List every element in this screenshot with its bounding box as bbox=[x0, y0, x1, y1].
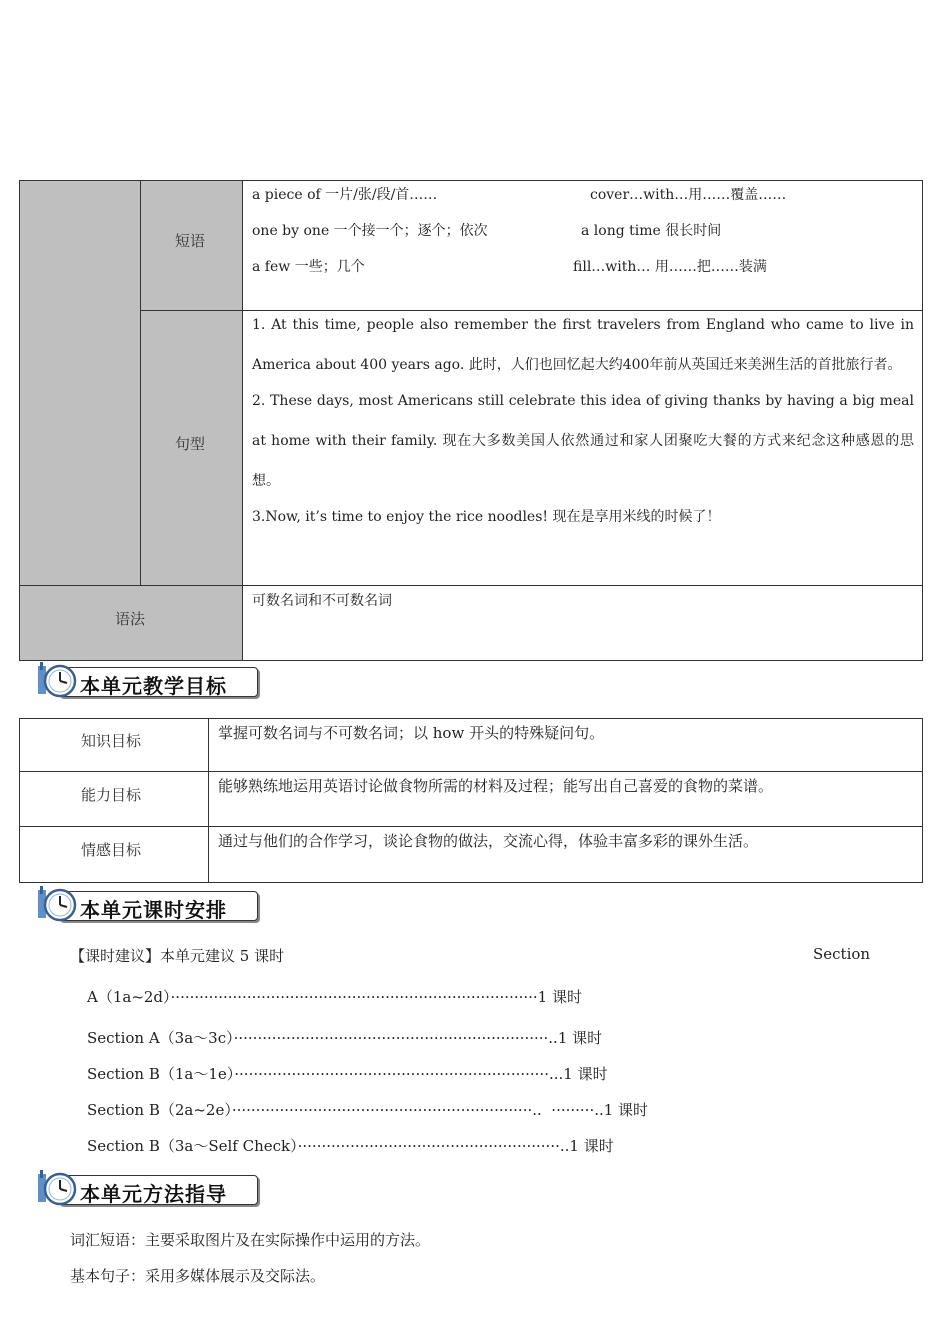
method-title: 本单元方法指导 bbox=[80, 1182, 227, 1206]
clock-icon bbox=[36, 886, 80, 922]
phrase-item: a piece of 一片/张/段/首…… bbox=[252, 187, 438, 203]
goals-title: 本单元教学目标 bbox=[80, 674, 227, 698]
sentences-label: 句型 bbox=[175, 435, 206, 453]
schedule-line: Section B（2a~2e）·······························································.. ·········..1 课时 bbox=[87, 1101, 649, 1119]
goal-text: 能够熟练地运用英语讨论做食物所需的材料及过程；能写出自己喜爱的食物的菜谱。 bbox=[218, 777, 774, 795]
goal-text: 通过与他们的合作学习，谈论食物的做法，交流心得，体验丰富多彩的课外生活。 bbox=[218, 832, 759, 850]
method-line: 词汇短语：主要采取图片及在实际操作中运用的方法。 bbox=[70, 1231, 431, 1249]
schedule-line: Section A（3a～3c）··································································..1 课时 bbox=[87, 1029, 603, 1047]
clock-icon bbox=[36, 662, 80, 698]
schedule-title: 本单元课时安排 bbox=[80, 898, 227, 922]
clock-icon bbox=[36, 1170, 80, 1206]
sentence-item: 3.Now, it’s time to enjoy the rice noodles! 现在是享用米线的时候了！ bbox=[252, 509, 721, 525]
schedule-suggestion: 【课时建议】本单元建议 5 课时 bbox=[70, 947, 285, 965]
sentence-item: 2. These days, most Americans still celebrate this idea of giving thanks by having a big meal at home with their family. 现在大多数美国人依然通过和家人团聚吃大餐的方式来纪念这种感恩的思想。 bbox=[252, 393, 914, 489]
goal-text: 掌握可数名词与不可数名词；以 how 开头的特殊疑问句。 bbox=[218, 724, 605, 742]
schedule-line: A（1a~2d）·············································································1 课时 bbox=[87, 988, 582, 1006]
goals-banner bbox=[36, 662, 258, 698]
schedule-section-word: Section bbox=[813, 945, 871, 963]
sentence-item: 1. At this time, people also remember the first travelers from England who came to live in America about 400 years ago. 此时，人们也回忆起大约400年前从英国迁来美洲生活的首批旅行者。 bbox=[252, 317, 914, 373]
method-banner bbox=[36, 1170, 258, 1206]
grammar-label: 语法 bbox=[115, 610, 146, 628]
schedule-line: Section B（1a～1e）··································································...1 课时 bbox=[87, 1065, 608, 1083]
goal-label: 情感目标 bbox=[81, 841, 142, 859]
phrase-item: cover…with…用……覆盖…… bbox=[590, 187, 787, 203]
goal-label: 能力目标 bbox=[81, 786, 142, 804]
phrase-item: fill…with… 用……把……装满 bbox=[573, 259, 767, 275]
phrases-label: 短语 bbox=[175, 232, 206, 250]
sentence-list bbox=[252, 305, 914, 537]
phrase-item: one by one 一个接一个；逐个；依次 bbox=[252, 223, 488, 239]
phrase-item: a few 一些；几个 bbox=[252, 259, 365, 275]
category-column bbox=[19, 180, 141, 586]
goal-label: 知识目标 bbox=[81, 732, 142, 750]
vocab-table bbox=[19, 180, 923, 661]
schedule-banner bbox=[36, 886, 258, 922]
grammar-text: 可数名词和不可数名词 bbox=[252, 593, 392, 609]
schedule-line: Section B（3a～Self Check）·······················································..1 课时 bbox=[87, 1137, 614, 1155]
phrase-item: a long time 很长时间 bbox=[581, 223, 722, 239]
method-line: 基本句子：采用多媒体展示及交际法。 bbox=[70, 1267, 326, 1285]
